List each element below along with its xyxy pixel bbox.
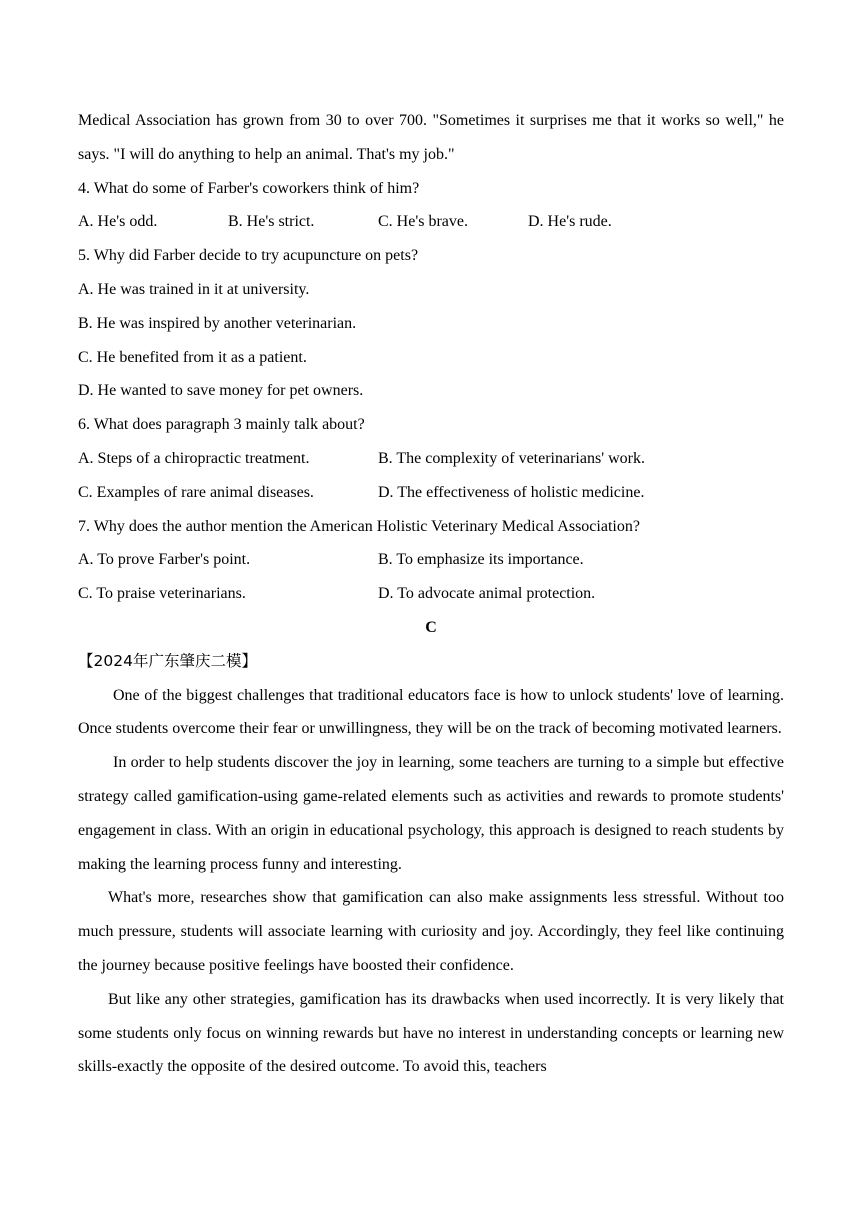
question-4-option-d: D. He's rude. xyxy=(528,213,612,231)
question-4-options xyxy=(78,205,784,239)
question-5-option-a: A. He was trained in it at university. xyxy=(78,280,310,298)
question-6-option-a: A. Steps of a chiropractic treatment. xyxy=(78,449,310,467)
document-page xyxy=(78,104,784,1084)
section-c-heading: C xyxy=(425,618,437,636)
question-6-option-b: B. The complexity of veterinarians' work. xyxy=(378,449,645,467)
question-6-stem: 6. What does paragraph 3 mainly talk about? xyxy=(78,416,365,434)
section-c-paragraph-2: In order to help students discover the joy in learning, some teachers are turning to a simple but effective strategy called gamification-using game-related elements such as activities and rewards to promote students' engagement in class. With an origin in educational psychology, this approach is designed to reach students by making the learning process funny and interesting. xyxy=(78,754,784,873)
section-c-source: 【2024年广东肇庆二模】 xyxy=(78,651,257,670)
section-c-paragraph-1: One of the biggest challenges that traditional educators face is how to unlock students' love of learning. Once students overcome their fear or unwillingness, they will be on the track of becoming motivated learners. xyxy=(78,686,784,738)
question-7-options-row-1 xyxy=(78,543,784,577)
question-4-stem: 4. What do some of Farber's coworkers think of him? xyxy=(78,179,420,197)
question-5-option-d: D. He wanted to save money for pet owners. xyxy=(78,382,364,400)
section-c-paragraph-4: But like any other strategies, gamification has its drawbacks when used incorrectly. It is very likely that some students only focus on winning rewards but have no interest in understanding concepts or learning new skills-exactly the opposite of the desired outcome. To avoid this, teachers xyxy=(78,990,784,1076)
question-4-option-b: B. He's strict. xyxy=(228,213,315,231)
question-6-options-row-2 xyxy=(78,476,784,510)
section-c-paragraph-3: What's more, researches show that gamification can also make assignments less stressful. Without too much pressure, students will associate learning with curiosity and joy. Accordingly, they feel like continuing the journey because positive feelings have boosted their confidence. xyxy=(78,889,784,974)
question-7-option-d: D. To advocate animal protection. xyxy=(378,585,596,603)
question-6-options-row-1 xyxy=(78,442,784,476)
passage-b-ending: Medical Association has grown from 30 to over 700. "Sometimes it surprises me that it works so well," he says. "I will do anything to help an animal. That's my job." xyxy=(78,112,784,163)
question-7-options-row-2 xyxy=(78,577,784,611)
question-4-option-c: C. He's brave. xyxy=(378,213,468,231)
question-5-stem: 5. Why did Farber decide to try acupuncture on pets? xyxy=(78,247,419,265)
question-6-option-c: C. Examples of rare animal diseases. xyxy=(78,483,314,501)
question-7-option-b: B. To emphasize its importance. xyxy=(378,551,584,569)
question-5-option-c: C. He benefited from it as a patient. xyxy=(78,348,307,366)
question-4-option-a: A. He's odd. xyxy=(78,213,158,231)
question-7-option-a: A. To prove Farber's point. xyxy=(78,551,251,569)
question-5-option-b: B. He was inspired by another veterinarian. xyxy=(78,314,357,332)
question-6-option-d: D. The effectiveness of holistic medicine. xyxy=(378,483,645,501)
question-7-option-c: C. To praise veterinarians. xyxy=(78,585,246,603)
question-7-stem: 7. Why does the author mention the American Holistic Veterinary Medical Association? xyxy=(78,517,640,535)
